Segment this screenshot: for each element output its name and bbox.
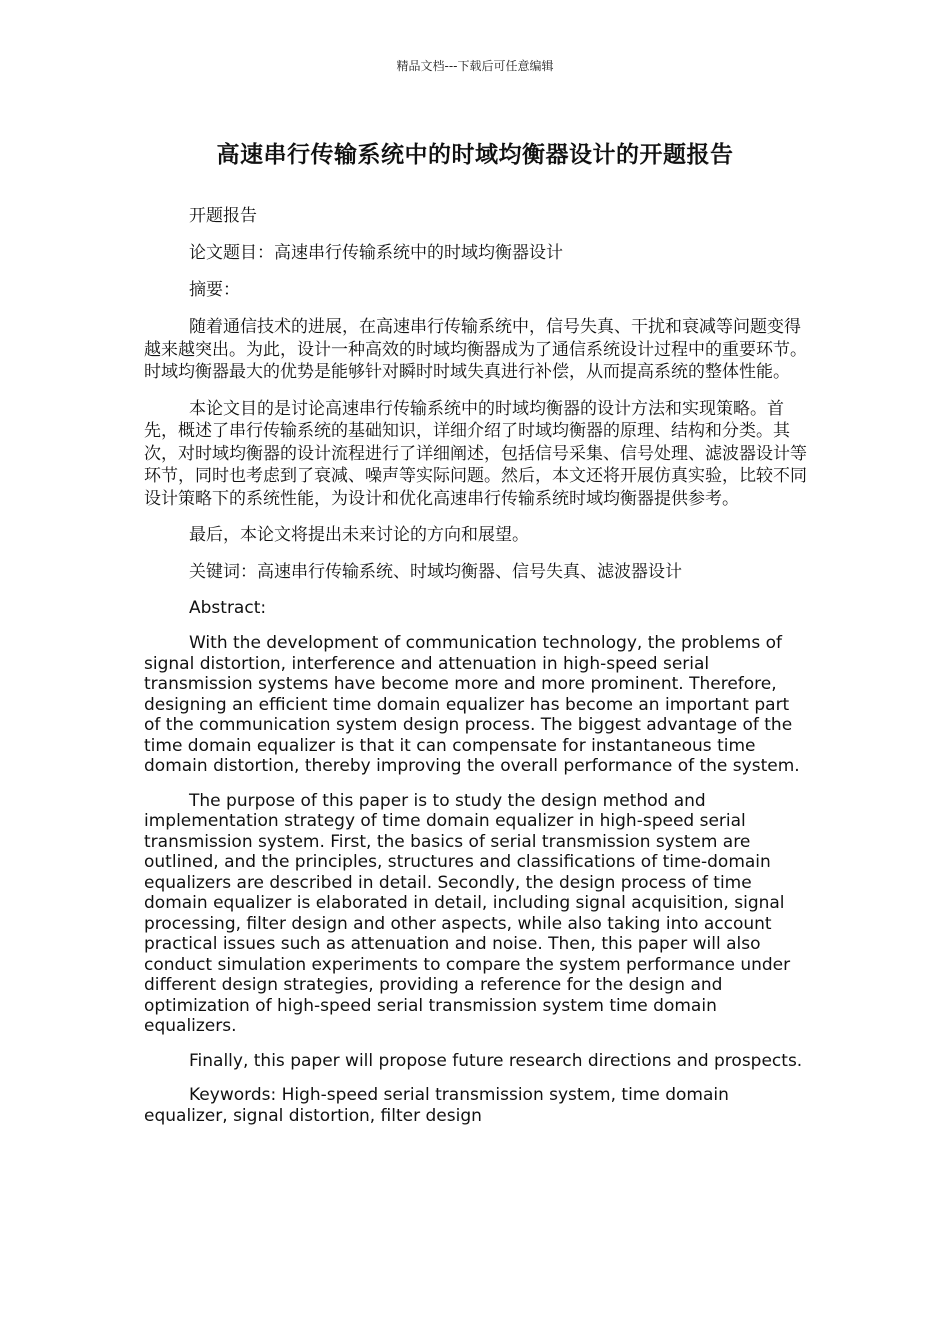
- abstract-cn-paragraph-1: 随着通信技术的进展，在高速串行传输系统中，信号失真、干扰和衰减等问题变得越来越突出。为此，设计一种高效的时域均衡器成为了通信系统设计过程中的重要环节。时域均衡器最大的优势是能够针对瞬时时域失真进行补偿，从而提高系统的整体性能。: [144, 317, 807, 382]
- abstract-en-paragraph-1: With the development of communication technology, the problems of signal distortion, interference and attenuation in high-speed serial transmission systems have become more and more prominent. Therefore, designing an efficient time domain equalizer has become an important part of the communication system design process. The biggest advantage of the time domain equalizer is that it can compensate for instantaneous time domain distortion, thereby improving the overall performance of the system.: [144, 633, 800, 776]
- abstract-en-paragraph-3: Finally, this paper will propose future research directions and prospects.: [189, 1050, 803, 1071]
- keywords-cn: 关键词：高速串行传输系统、时域均衡器、信号失真、滤波器设计: [189, 562, 682, 582]
- abstract-cn-paragraph-2: 本论文目的是讨论高速串行传输系统中的时域均衡器的设计方法和实现策略。首先，概述了串行传输系统的基础知识，详细介绍了时域均衡器的原理、结构和分类。其次，对时域均衡器的设计流程进行了详细阐述，包括信号采集、信号处理、滤波器设计等环节，同时也考虑到了衰减、噪声等实际问题。然后，本文还将开展仿真实验，比较不同设计策略下的系统性能，为设计和优化高速串行传输系统时域均衡器提供参考。: [144, 398, 807, 509]
- keywords-en: Keywords: High-speed serial transmission system, time domain equalizer, signal distortion, filter design: [144, 1085, 729, 1126]
- page-header-note: 精品文档---下载后可任意编辑: [396, 59, 554, 73]
- document-body: [144, 205, 808, 1140]
- abstract-cn-paragraph-3: 最后，本论文将提出未来讨论的方向和展望。: [189, 525, 529, 545]
- document-title: 高速串行传输系统中的时域均衡器设计的开题报告: [216, 142, 734, 168]
- thesis-title-line: 论文题目：高速串行传输系统中的时域均衡器设计: [189, 243, 563, 263]
- abstract-heading-cn: 摘要：: [189, 280, 240, 300]
- abstract-heading-en: Abstract:: [189, 598, 267, 618]
- abstract-en-paragraph-2: The purpose of this paper is to study the design method and implementation strategy of time domain equalizer in high-speed serial transmission system. First, the basics of serial transmission system are outlined, and the principles, structures and classifications of time-domain equalizers are described in detail. Secondly, the design process of time domain equalizer is elaborated in detail, including signal acquisition, signal processing, filter design and other aspects, while also taking into account practical issues such as attenuation and noise. Then, this paper will also conduct simulation experiments to compare the system performance under different design strategies, providing a reference for the design and optimization of high-speed serial transmission system time domain equalizers.: [144, 790, 791, 1036]
- section-label-proposal: 开题报告: [189, 206, 257, 226]
